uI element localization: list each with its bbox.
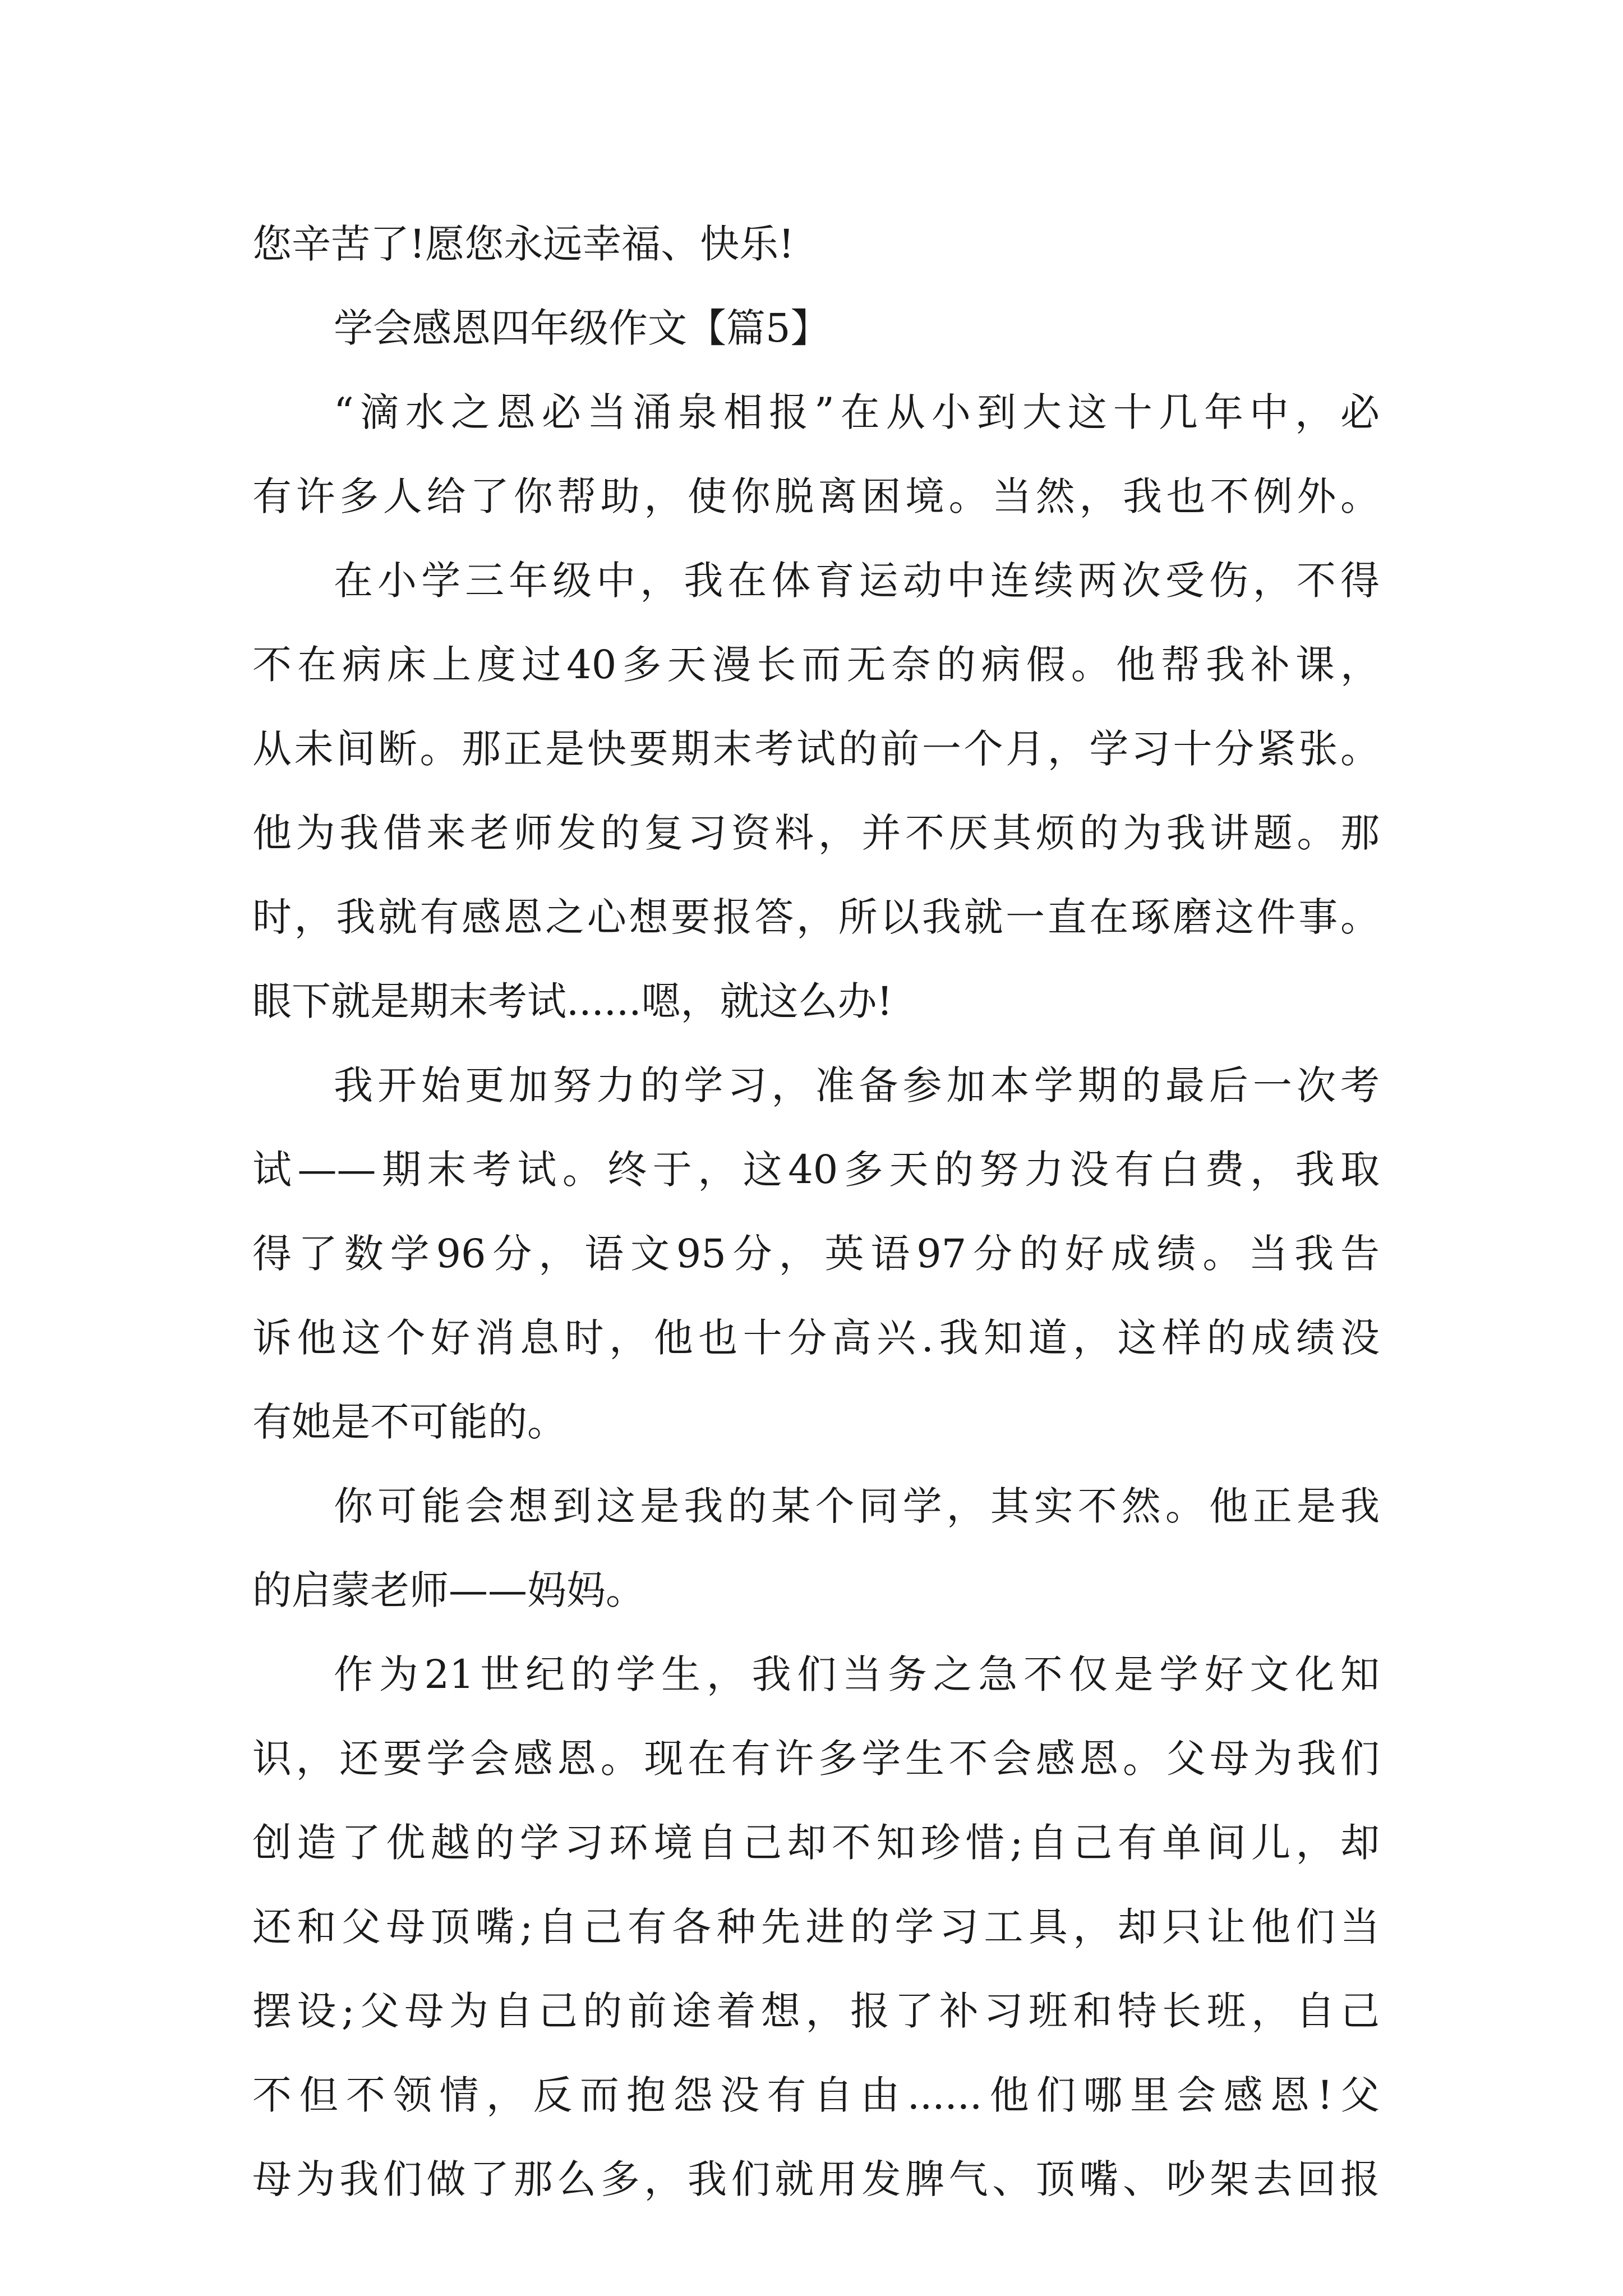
text-line: 得了数学96分，语文95分，英语97分的好成绩。当我告 bbox=[252, 1231, 1380, 1277]
text-line: 作为21世纪的学生，我们当务之急不仅是学好文化知 bbox=[334, 1651, 1380, 1697]
text-line: 试——期末考试。终于，这40多天的努力没有白费，我取 bbox=[252, 1147, 1380, 1193]
text-line: 诉他这个好消息时，他也十分高兴.我知道，这样的成绩没 bbox=[252, 1315, 1380, 1361]
text-line: 在小学三年级中，我在体育运动中连续两次受伤，不得 bbox=[334, 558, 1380, 604]
text-line: “滴水之恩必当涌泉相报”在从小到大这十几年中，必 bbox=[334, 389, 1380, 435]
text-line: 你可能会想到这是我的某个同学，其实不然。他正是我 bbox=[334, 1483, 1380, 1529]
text-line: 不但不领情，反而抱怨没有自由......他们哪里会感恩!父 bbox=[252, 2072, 1380, 2118]
text-line: 有许多人给了你帮助，使你脱离困境。当然，我也不例外。 bbox=[252, 473, 1380, 519]
text-line: 还和父母顶嘴;自己有各种先进的学习工具，却只让他们当 bbox=[252, 1904, 1380, 1950]
text-line: 时，我就有感恩之心想要报答，所以我就一直在琢磨这件事。 bbox=[252, 894, 1380, 940]
text-line: 眼下就是期末考试......嗯，就这么办! bbox=[252, 978, 893, 1024]
text-line: 从未间断。那正是快要期末考试的前一个月，学习十分紧张。 bbox=[252, 726, 1380, 772]
text-line: 的启蒙老师——妈妈。 bbox=[252, 1567, 645, 1613]
text-line: 不在病床上度过40多天漫长而无奈的病假。他帮我补课， bbox=[252, 642, 1380, 688]
text-line: 您辛苦了!愿您永远幸福、快乐! bbox=[252, 221, 795, 267]
text-line: 识，还要学会感恩。现在有许多学生不会感恩。父母为我们 bbox=[252, 1736, 1380, 1782]
text-line: 我开始更加努力的学习，准备参加本学期的最后一次考 bbox=[334, 1062, 1380, 1108]
text-line: 摆设;父母为自己的前途着想，报了补习班和特长班，自己 bbox=[252, 1988, 1380, 2034]
text-line: 创造了优越的学习环境自己却不知珍惜;自己有单间儿，却 bbox=[252, 1820, 1380, 1866]
text-line: 他为我借来老师发的复习资料，并不厌其烦的为我讲题。那 bbox=[252, 810, 1380, 856]
text-line: 母为我们做了那么多，我们就用发脾气、顶嘴、吵架去回报 bbox=[252, 2156, 1380, 2202]
section-heading: 学会感恩四年级作文【篇5】 bbox=[334, 305, 830, 351]
text-line: 有她是不可能的。 bbox=[252, 1399, 566, 1445]
